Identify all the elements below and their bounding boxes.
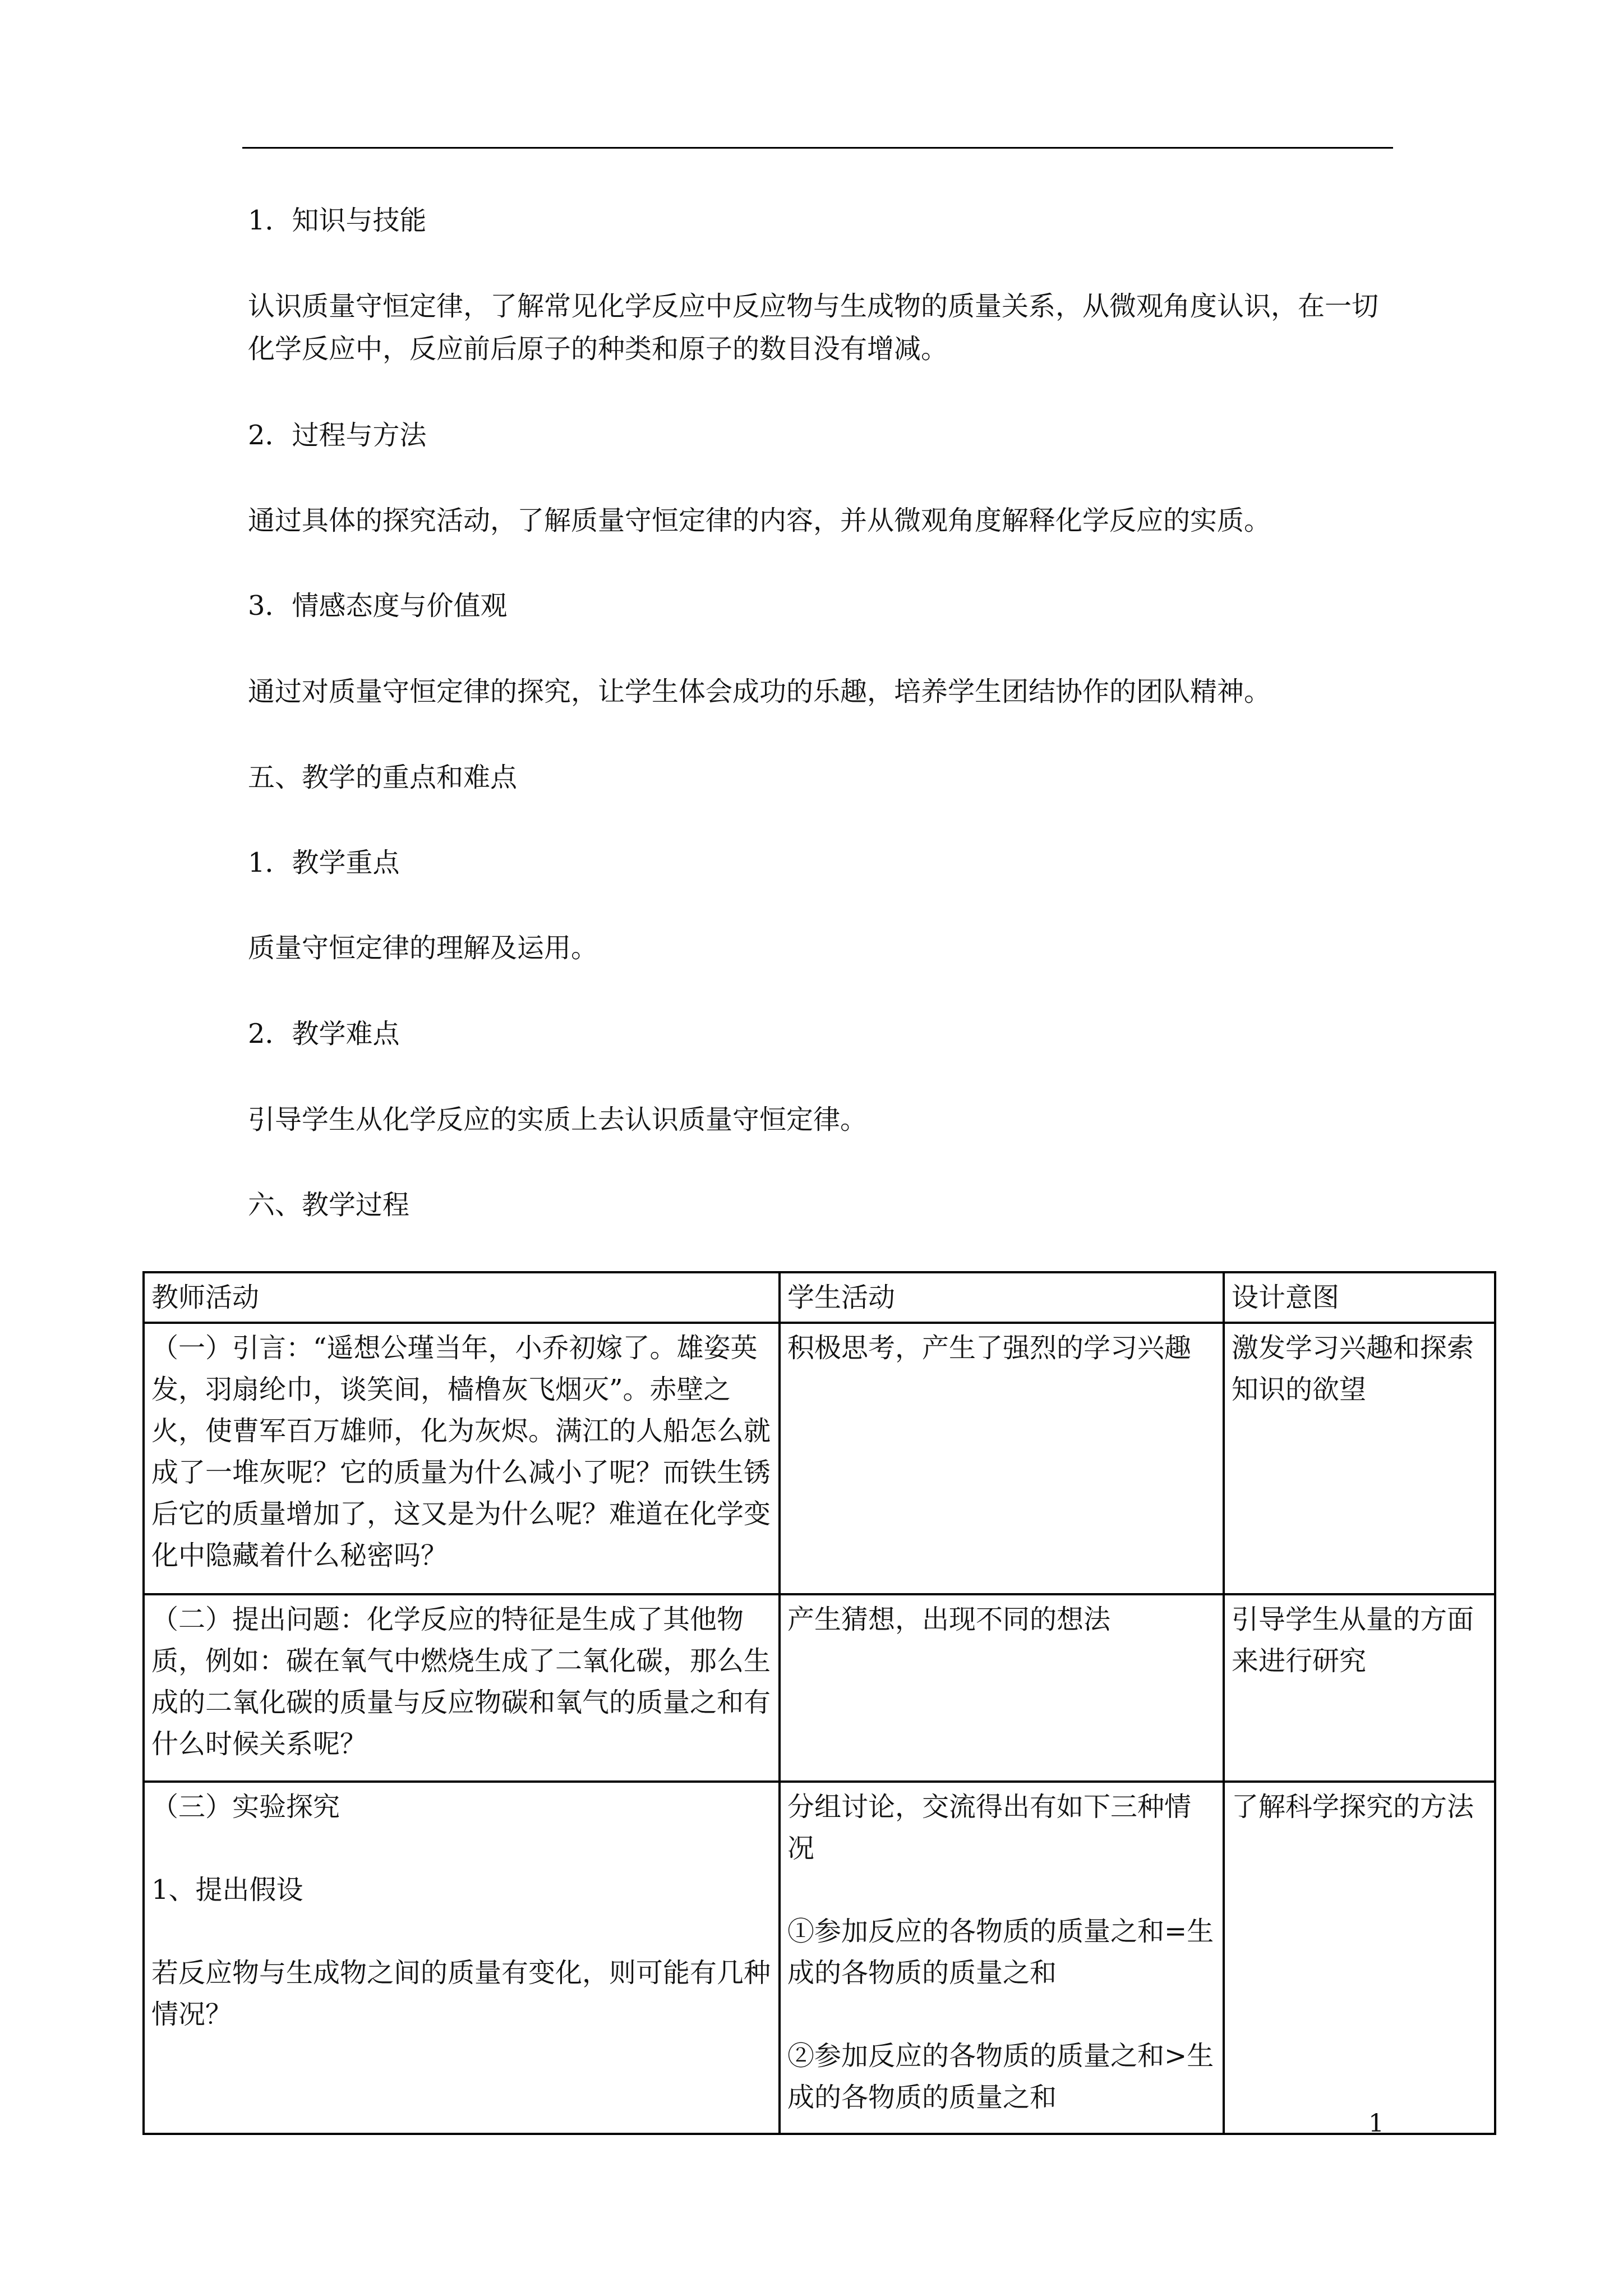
cell-paragraph: （三）实验探究 <box>151 1791 340 1823</box>
focus-text: 质量守恒定律的理解及运用。 <box>248 932 598 964</box>
cell-paragraph: （二）提出问题：化学反应的特征是生成了其他物质，例如：碳在氧气中燃烧生成了二氧化碳，那么生成的二氧化碳的质量与反应物碳和氧气的质量之和有什么时候关系呢？ <box>151 1604 771 1760</box>
process-section-title: 六、教学过程 <box>248 1189 410 1221</box>
table-row <box>144 1594 1495 1782</box>
difficulty-text: 引导学生从化学反应的实质上去认识质量守恒定律。 <box>248 1104 868 1135</box>
difficulty-heading: 2．教学难点 <box>248 1018 400 1050</box>
cell-paragraph: ①参加反应的各物质的质量之和=生成的各物质的质量之和 <box>787 1916 1214 1989</box>
process-heading: 2．过程与方法 <box>248 420 427 451</box>
intent-cell <box>1224 1782 1495 2134</box>
header-rule <box>242 147 1393 149</box>
teacher-cell <box>144 1594 780 1782</box>
knowledge-heading: 1．知识与技能 <box>248 205 427 236</box>
cell-paragraph: ②参加反应的各物质的质量之和>生成的各物质的质量之和 <box>787 2040 1214 2113</box>
intent-cell <box>1224 1594 1495 1782</box>
header-design-intent: 设计意图 <box>1224 1272 1495 1323</box>
cell-paragraph: （一）引言：“遥想公瑾当年，小乔初嫁了。雄姿英发，羽扇纶巾，谈笑间，樯橹灰飞烟灭”。赤壁之火，使曹军百万雄师，化为灰烬。满江的人船怎么就成了一堆灰呢？它的质量为什么减小了呢？而铁生锈后它的质量增加了，这又是为什么呢？难道在化学变化中隐藏着什么秘密吗？ <box>151 1332 771 1571</box>
table-row <box>144 1782 1495 2134</box>
cell-paragraph: 产生猜想，出现不同的想法 <box>787 1604 1111 1635</box>
header-teacher-activity: 教师活动 <box>144 1272 780 1323</box>
process-text: 通过具体的探究活动，了解质量守恒定律的内容，并从微观角度解释化学反应的实质。 <box>248 505 1271 536</box>
teaching-process-table <box>142 1271 1496 2135</box>
emotion-heading: 3．情感态度与价值观 <box>248 590 508 622</box>
knowledge-text: 认识质量守恒定律，了解常见化学反应中反应物与生成物的质量关系，从微观角度认识，在一切化学反应中，反应前后原子的种类和原子的数目没有增减。 <box>248 291 1379 365</box>
cell-paragraph: 引导学生从量的方面来进行研究 <box>1232 1604 1474 1677</box>
teacher-cell <box>144 1782 780 2134</box>
student-cell <box>780 1594 1224 1782</box>
header-student-activity: 学生活动 <box>780 1272 1224 1323</box>
intent-cell <box>1224 1323 1495 1594</box>
student-cell <box>780 1323 1224 1594</box>
keypoints-section-title: 五、教学的重点和难点 <box>248 762 518 793</box>
cell-paragraph: 1、提出假设 <box>151 1874 303 1906</box>
student-cell <box>780 1782 1224 2134</box>
cell-paragraph: 若反应物与生成物之间的质量有变化，则可能有几种情况？ <box>151 1957 771 2030</box>
emotion-text: 通过对质量守恒定律的探究，让学生体会成功的乐趣，培养学生团结协作的团队精神。 <box>248 676 1271 707</box>
page-number: 1 <box>1368 2109 1384 2138</box>
cell-paragraph: 了解科学探究的方法 <box>1232 1791 1474 1823</box>
cell-paragraph: 分组讨论，交流得出有如下三种情况 <box>787 1791 1192 1864</box>
cell-paragraph: 激发学习兴趣和探索知识的欲望 <box>1232 1332 1474 1405</box>
focus-heading: 1．教学重点 <box>248 847 400 878</box>
cell-paragraph: 积极思考，产生了强烈的学习兴趣 <box>787 1332 1192 1364</box>
teacher-cell <box>144 1323 780 1594</box>
table-row <box>144 1323 1495 1594</box>
table-header-row <box>144 1272 1495 1323</box>
